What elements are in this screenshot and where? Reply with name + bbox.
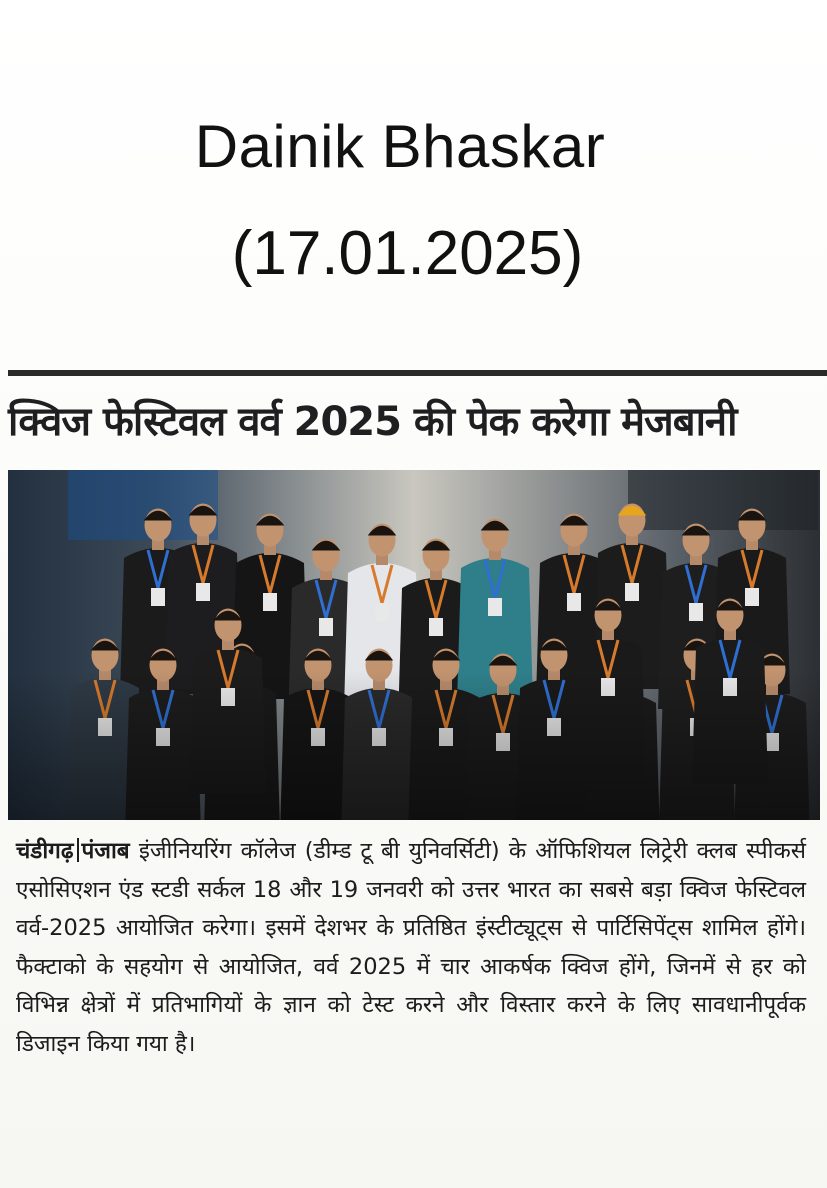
article-body <box>16 832 806 1063</box>
dateline-separator <box>77 838 79 862</box>
publication-name: Dainik Bhaskar <box>194 113 606 180</box>
column-rule <box>8 370 827 376</box>
publication-date: (17.01.2025) <box>231 219 584 288</box>
dateline-state: पंजाब <box>81 838 130 864</box>
dateline-city: चंडीगढ़ <box>16 838 74 864</box>
article-body-text: इंजीनियरिंग कॉलेज (डीम्ड टू बी युनिवर्सिटी) के ऑफिशियल लिट्रेरी क्लब स्पीकर्स एसोसिएशन एंड स्टडी सर्कल 18 और 19 जनवरी को उत्तर भारत का सबसे बड़ा क्विज फेस्टिवल वर्व-2025 आयोजित करेगा। इसमें देशभर के प्रतिष्ठित इंस्टीट्यूट्स से पार्टिसिपेंट्स शामिल होंगे। फैक्टाको के सहयोग से आयोजित, वर्व 2025 में चार आकर्षक क्विज होंगे, जिनमें से हर को विभिन्न क्षेत्रों में प्रतिभागियों के ज्ञान को टेस्ट करने और विस्तार करने के लिए सावधानीपूर्वक डिजाइन किया गया है। <box>16 838 806 1057</box>
group-photo <box>8 470 820 820</box>
article-headline: क्विज फेस्टिवल वर्व 2025 की पेक करेगा मेजबानी <box>8 399 737 445</box>
dateline <box>16 838 130 864</box>
